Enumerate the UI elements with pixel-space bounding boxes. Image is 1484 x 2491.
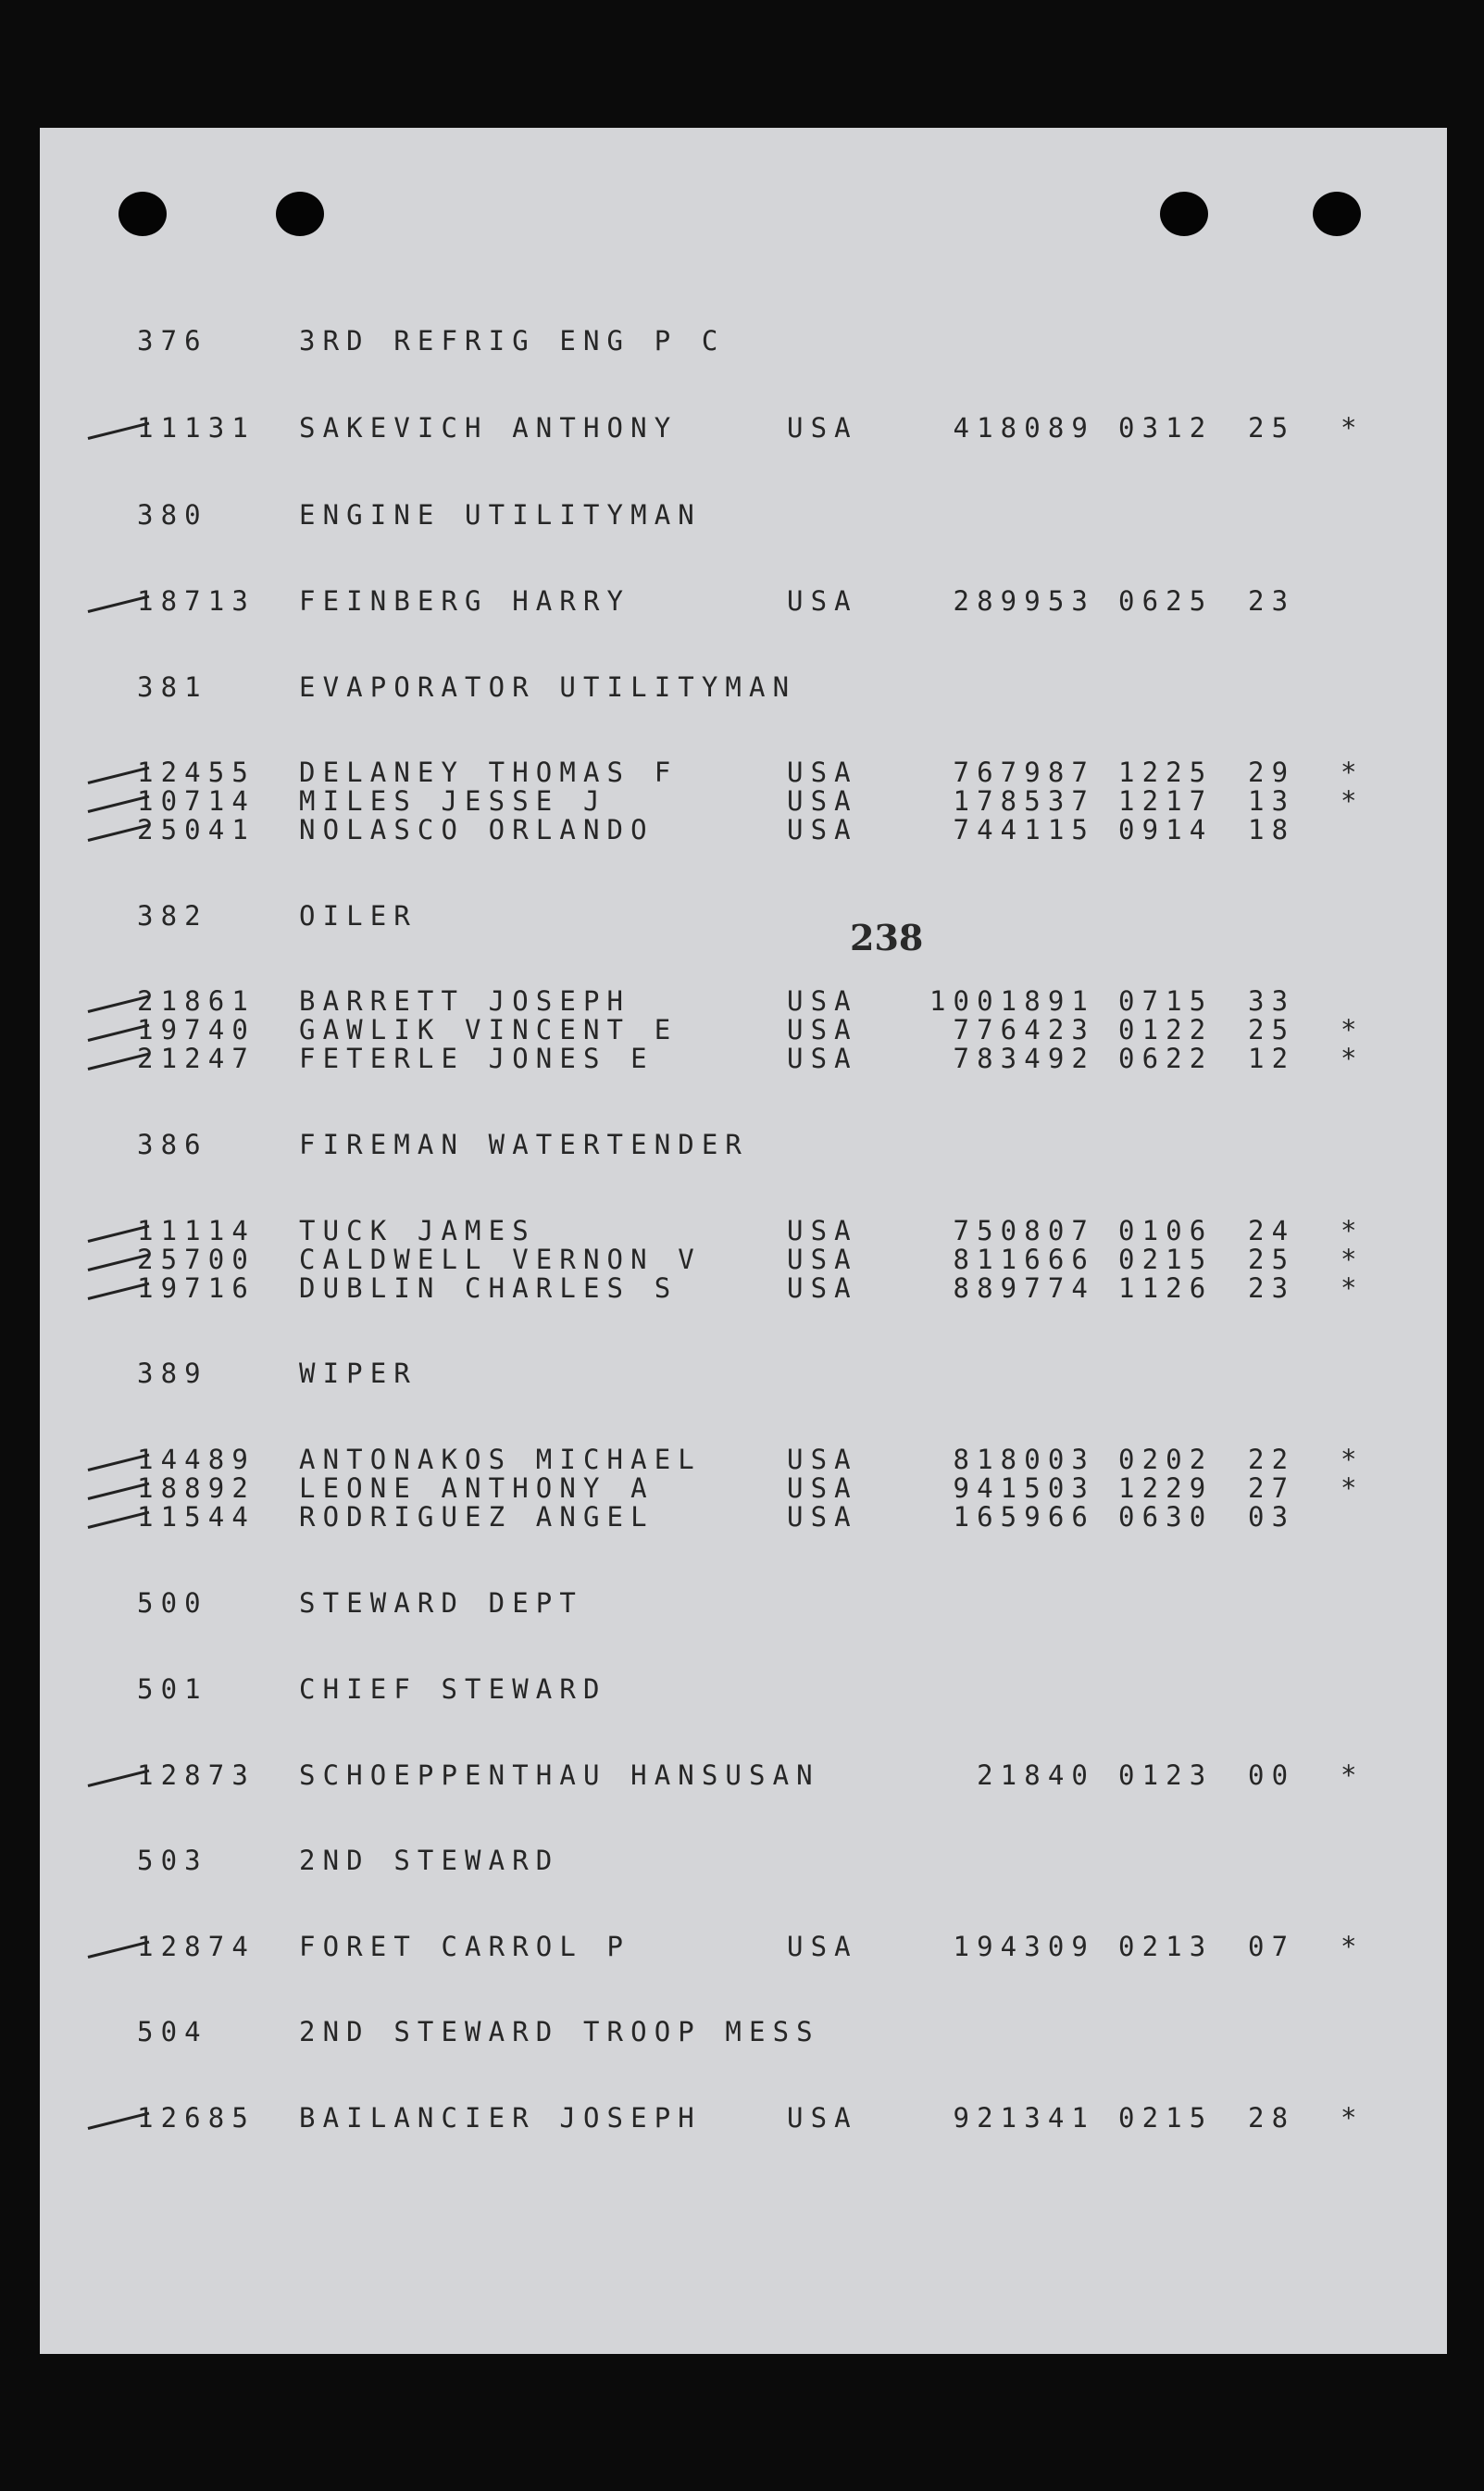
rating-title: OILER bbox=[299, 900, 418, 932]
date-code: 0625 bbox=[1118, 585, 1214, 617]
crew-name: TUCK JAMES bbox=[299, 1215, 536, 1246]
nationality: USA bbox=[787, 985, 858, 1017]
rating-row bbox=[137, 2017, 1433, 2047]
date-code: 0213 bbox=[1118, 1931, 1214, 1962]
nationality: USA bbox=[787, 1501, 858, 1533]
crew-row bbox=[137, 1245, 1433, 1274]
date-code: 1217 bbox=[1118, 785, 1214, 817]
crew-name: SCHOEPPENTHAU HANSUSAN bbox=[299, 1759, 820, 1791]
age-value: 12 bbox=[1248, 1043, 1296, 1074]
rating-title: 3RD REFRIG ENG P C bbox=[299, 325, 726, 357]
crew-name: DUBLIN CHARLES S bbox=[299, 1272, 679, 1304]
asterisk-mark: * bbox=[1341, 1272, 1365, 1304]
document-number: 165966 bbox=[953, 1501, 1095, 1533]
date-code: 1225 bbox=[1118, 757, 1214, 788]
crew-row bbox=[137, 1273, 1433, 1303]
date-code: 0630 bbox=[1118, 1501, 1214, 1533]
rating-code: 389 bbox=[137, 1358, 208, 1389]
crew-name: LEONE ANTHONY A bbox=[299, 1472, 655, 1504]
rating-title: EVAPORATOR UTILITYMAN bbox=[299, 671, 797, 703]
crew-row bbox=[137, 1932, 1433, 1961]
age-value: 00 bbox=[1248, 1759, 1296, 1791]
rating-title: CHIEF STEWARD bbox=[299, 1673, 607, 1705]
crew-row bbox=[137, 815, 1433, 845]
crew-row bbox=[137, 413, 1433, 443]
age-value: 33 bbox=[1248, 985, 1296, 1017]
rating-code: 500 bbox=[137, 1587, 208, 1619]
age-value: 03 bbox=[1248, 1501, 1296, 1533]
crew-name: FORET CARROL P bbox=[299, 1931, 631, 1962]
rating-code: 381 bbox=[137, 671, 208, 703]
crew-row bbox=[137, 986, 1433, 1016]
crew-number: 12455 bbox=[137, 757, 256, 788]
rating-code: 376 bbox=[137, 325, 208, 357]
age-value: 18 bbox=[1248, 814, 1296, 845]
asterisk-mark: * bbox=[1341, 412, 1365, 444]
age-value: 24 bbox=[1248, 1215, 1296, 1246]
nationality: USA bbox=[787, 1444, 858, 1475]
age-value: 07 bbox=[1248, 1931, 1296, 1962]
crew-number: 19716 bbox=[137, 1272, 256, 1304]
age-value: 27 bbox=[1248, 1472, 1296, 1504]
rating-code: 504 bbox=[137, 2016, 208, 2047]
asterisk-mark: * bbox=[1341, 785, 1365, 817]
document-number: 289953 bbox=[953, 585, 1095, 617]
date-code: 0312 bbox=[1118, 412, 1214, 444]
crew-number: 21861 bbox=[137, 985, 256, 1017]
crew-row bbox=[137, 2103, 1433, 2133]
rating-row bbox=[137, 1846, 1433, 1875]
document-number: 889774 bbox=[953, 1272, 1095, 1304]
crew-row bbox=[137, 1216, 1433, 1246]
nationality: USA bbox=[787, 585, 858, 617]
crew-row bbox=[137, 1502, 1433, 1532]
document-number: 776423 bbox=[953, 1014, 1095, 1045]
document-number: 818003 bbox=[953, 1444, 1095, 1475]
age-value: 29 bbox=[1248, 757, 1296, 788]
rating-row bbox=[137, 901, 1433, 931]
crew-number: 19740 bbox=[137, 1014, 256, 1045]
crew-number: 25041 bbox=[137, 814, 256, 845]
document-number: 194309 bbox=[953, 1931, 1095, 1962]
crew-name: BARRETT JOSEPH bbox=[299, 985, 631, 1017]
crew-number: 12873 bbox=[137, 1759, 256, 1791]
asterisk-mark: * bbox=[1341, 2102, 1365, 2134]
document-number: 178537 bbox=[953, 785, 1095, 817]
rating-code: 503 bbox=[137, 1845, 208, 1876]
document-number: 767987 bbox=[953, 757, 1095, 788]
age-value: 25 bbox=[1248, 412, 1296, 444]
crew-number: 14489 bbox=[137, 1444, 256, 1475]
asterisk-mark: * bbox=[1341, 757, 1365, 788]
document-number: 21840 bbox=[977, 1759, 1095, 1791]
crew-row bbox=[137, 1760, 1433, 1790]
crew-row bbox=[137, 1015, 1433, 1045]
rating-title: 2ND STEWARD bbox=[299, 1845, 560, 1876]
document-number: 921341 bbox=[953, 2102, 1095, 2134]
asterisk-mark: * bbox=[1341, 1759, 1365, 1791]
asterisk-mark: * bbox=[1341, 1472, 1365, 1504]
document-number: 418089 bbox=[953, 412, 1095, 444]
date-code: 0215 bbox=[1118, 1244, 1214, 1275]
crew-name: ANTONAKOS MICHAEL bbox=[299, 1444, 702, 1475]
rating-code: 380 bbox=[137, 499, 208, 531]
rating-row bbox=[137, 672, 1433, 702]
crew-row bbox=[137, 786, 1433, 816]
nationality: USA bbox=[787, 412, 858, 444]
crew-number: 12874 bbox=[137, 1931, 256, 1962]
rating-row bbox=[137, 1588, 1433, 1618]
crew-number: 25700 bbox=[137, 1244, 256, 1275]
asterisk-mark: * bbox=[1341, 1444, 1365, 1475]
date-code: 0914 bbox=[1118, 814, 1214, 845]
nationality: USA bbox=[787, 1272, 858, 1304]
date-code: 0215 bbox=[1118, 2102, 1214, 2134]
asterisk-mark: * bbox=[1341, 1043, 1365, 1074]
document-number: 750807 bbox=[953, 1215, 1095, 1246]
crew-name: SAKEVICH ANTHONY bbox=[299, 412, 679, 444]
nationality: USA bbox=[787, 1215, 858, 1246]
crew-row bbox=[137, 1473, 1433, 1503]
crew-number: 11131 bbox=[137, 412, 256, 444]
rating-row bbox=[137, 1358, 1433, 1388]
crew-row bbox=[137, 757, 1433, 787]
crew-name: RODRIGUEZ ANGEL bbox=[299, 1501, 655, 1533]
nationality: USA bbox=[787, 1043, 858, 1074]
date-code: 0122 bbox=[1118, 1014, 1214, 1045]
crew-number: 12685 bbox=[137, 2102, 256, 2134]
age-value: 28 bbox=[1248, 2102, 1296, 2134]
age-value: 25 bbox=[1248, 1014, 1296, 1045]
age-value: 23 bbox=[1248, 1272, 1296, 1304]
age-value: 22 bbox=[1248, 1444, 1296, 1475]
age-value: 13 bbox=[1248, 785, 1296, 817]
date-code: 0106 bbox=[1118, 1215, 1214, 1246]
age-value: 23 bbox=[1248, 585, 1296, 617]
date-code: 0715 bbox=[1118, 985, 1214, 1017]
rating-title: ENGINE UTILITYMAN bbox=[299, 499, 702, 531]
crew-name: GAWLIK VINCENT E bbox=[299, 1014, 679, 1045]
asterisk-mark: * bbox=[1341, 1014, 1365, 1045]
rating-title: STEWARD DEPT bbox=[299, 1587, 583, 1619]
crew-row bbox=[137, 1044, 1433, 1073]
nationality: USA bbox=[787, 2102, 858, 2134]
crew-name: FETERLE JONES E bbox=[299, 1043, 655, 1074]
rating-row bbox=[137, 1674, 1433, 1704]
age-value: 25 bbox=[1248, 1244, 1296, 1275]
rating-row bbox=[137, 1130, 1433, 1159]
rating-title: FIREMAN WATERTENDER bbox=[299, 1129, 750, 1160]
document-number: 941503 bbox=[953, 1472, 1095, 1504]
nationality: USA bbox=[787, 814, 858, 845]
crew-row bbox=[137, 1445, 1433, 1474]
crew-name: CALDWELL VERNON V bbox=[299, 1244, 702, 1275]
crew-number: 18713 bbox=[137, 585, 256, 617]
crew-name: NOLASCO ORLANDO bbox=[299, 814, 655, 845]
rating-title: WIPER bbox=[299, 1358, 418, 1389]
asterisk-mark: * bbox=[1341, 1215, 1365, 1246]
date-code: 0202 bbox=[1118, 1444, 1214, 1475]
asterisk-mark: * bbox=[1341, 1244, 1365, 1275]
rating-title: 2ND STEWARD TROOP MESS bbox=[299, 2016, 820, 2047]
document-number: 744115 bbox=[953, 814, 1095, 845]
crew-number: 18892 bbox=[137, 1472, 256, 1504]
nationality: USA bbox=[787, 757, 858, 788]
crew-name: DELANEY THOMAS F bbox=[299, 757, 679, 788]
nationality: USA bbox=[787, 1472, 858, 1504]
date-code: 0123 bbox=[1118, 1759, 1214, 1791]
rating-code: 501 bbox=[137, 1673, 208, 1705]
date-code: 1229 bbox=[1118, 1472, 1214, 1504]
document-number: 811666 bbox=[953, 1244, 1095, 1275]
rating-code: 386 bbox=[137, 1129, 208, 1160]
date-code: 1126 bbox=[1118, 1272, 1214, 1304]
date-code: 0622 bbox=[1118, 1043, 1214, 1074]
nationality: USA bbox=[787, 1931, 858, 1962]
nationality: USA bbox=[787, 1014, 858, 1045]
crew-number: 11544 bbox=[137, 1501, 256, 1533]
document-number: 1001891 bbox=[929, 985, 1095, 1017]
rating-code: 382 bbox=[137, 900, 208, 932]
document-number: 783492 bbox=[953, 1043, 1095, 1074]
crew-row bbox=[137, 586, 1433, 616]
crew-name: BAILANCIER JOSEPH bbox=[299, 2102, 702, 2134]
asterisk-mark: * bbox=[1341, 1931, 1365, 1962]
crew-number: 11114 bbox=[137, 1215, 256, 1246]
page-number-stamp: 238 bbox=[850, 917, 924, 958]
rating-row bbox=[137, 326, 1433, 356]
rating-row bbox=[137, 500, 1433, 530]
crew-name: MILES JESSE J bbox=[299, 785, 607, 817]
crew-number: 21247 bbox=[137, 1043, 256, 1074]
nationality: USA bbox=[787, 1244, 858, 1275]
nationality: USA bbox=[787, 785, 858, 817]
crew-number: 10714 bbox=[137, 785, 256, 817]
crew-name: FEINBERG HARRY bbox=[299, 585, 631, 617]
